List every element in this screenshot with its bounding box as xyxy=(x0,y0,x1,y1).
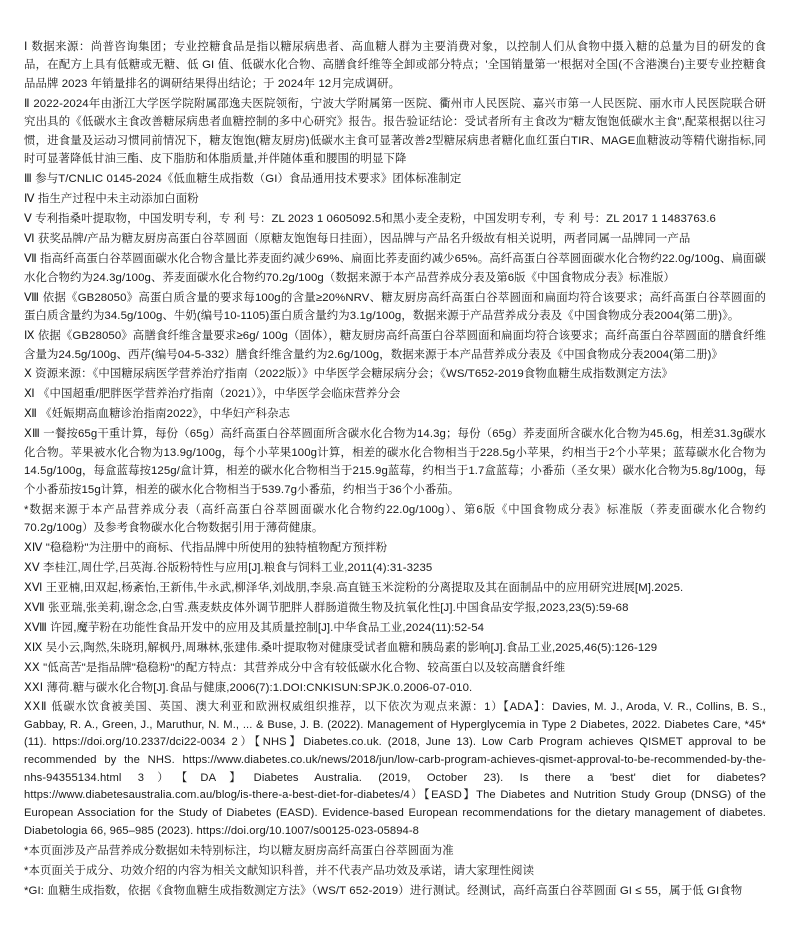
p-note-2: *本页面关于成分、功效介绍的内容为相关文献知识科普，并不代表产品功效及承诺，请大家理性阅读 xyxy=(24,864,535,877)
p-source-1: Ⅰ 数据来源：尚普咨询集团；专业控糖食品是指以糖尿病患者、高血糖人群为主要消费对象，以控制人们从食物中摄入糖的总量为目的研发的食品，在配方上具有低糖或无糖、低 GI 值、低碳水化合物、高膳食纤维等全卸或部分特点；'全国销量第一'根据对全国(不含港澳台)主要专业控糖食品品牌 2023 年销量排名的调研结果得出结论；于 2024年 12月完成调研。 xyxy=(24,41,766,90)
p-source-6: Ⅵ 获奖品牌/产品为糖友厨房高蛋白谷萃圆面（原糖友饱饱每日挂面），因品牌与产品名升级故有相关说明，两者同属一品牌同一产品 xyxy=(24,233,691,246)
footnote-list xyxy=(24,38,766,900)
p-source-7: Ⅶ 指高纤高蛋白谷萃圆面碳水化合物含量比荞麦面约减少69%、扁面比荞麦面约减少65%。高纤高蛋白谷萃圆面碳水化合物约22.0g/100g、扁面碳水化合物约为24.3g/100g、荞麦面碳水化合物约70.2g/100g（数据来源于本产品营养成分表及第6版《中国食物成分表》标准版） xyxy=(24,253,766,284)
p-note-3: *GI: 血糖生成指数，依据《食物血糖生成指数测定方法》（WS/T 652-2019）进行测试。经测试，高纤高蛋白谷萃圆面 GI ≤ 55，属于低 GI食物 xyxy=(24,884,743,897)
p-source-9: Ⅸ 依据《GB28050》高膳食纤维含量要求≥6g/ 100g（固体），糖友厨房高纤高蛋白谷萃圆面和扁面均符合该要求；高纤高蛋白谷萃圆面的膳食纤维含量为24.5g/100g、西芹(编号04-5-332）膳食纤维含量约为2.6g/100g，数据来源于本产品营养成分表及《中国食物成分表2004(第二册)》 xyxy=(24,330,766,361)
p-source-10: Ⅹ 资源来源：《中国糖尿病医学营养治疗指南（2022版）》中华医学会糖尿病分会；《WS/T652-2019食物血糖生成指数测定方法》 xyxy=(24,368,674,381)
p-source-22: ⅩⅩⅠ 薄荷.糖与碳水化合物[J].食品与健康,2006(7):1.DOI:CNKISUN:SPJK.0.2006-07-010. xyxy=(24,681,473,694)
p-source-17: ⅩⅥ 王亚楠,田双起,杨紊怡,王新伟,牛永武,柳泽华,刘战朋,李泉.高直链玉米淀粉的分离提取及其在面制品中的应用研究进展[M].2025. xyxy=(24,582,684,595)
p-source-11: Ⅺ 《中国超重/肥胖医学营养治疗指南（2021）》，中华医学会临床营养分会 xyxy=(24,388,401,401)
p-source-4: Ⅳ 指生产过程中未主动添加白面粉 xyxy=(24,193,199,206)
p-source-14: *数据来源于本产品营养成分表（高纤高蛋白谷萃圆面碳水化合物约22.0g/100g）、第6版《中国食物成分表》标准版（荞麦面碳水化合物约70.2g/100g）及参考食物碳水化合物数据引用于薄荷健康。 xyxy=(24,503,766,535)
p-source-3: Ⅲ 参与T/CNLIC 0145-2024《低血糖生成指数（GI）食品通用技术要求》团体标准制定 xyxy=(24,173,462,186)
p-source-8: Ⅷ 依据《GB28050》高蛋白质含量的要求每100g的含量≥20%NRV、糖友厨房高纤高蛋白谷萃圆面和扁面均符合该要求；高纤高蛋白谷萃圆面的蛋白质含量约为34.5g/100g、牛奶(编号10-1105)蛋白质含量约为3.1g/100g，数据来源于产品营养成分表及《中国食物成分表2004(第二册)》。 xyxy=(24,291,766,323)
p-source-12: Ⅻ 《妊娠期高血糖诊治指南2022》，中华妇产科杂志 xyxy=(24,408,291,421)
p-source-23: ⅩⅩⅡ 低碳水饮食被美国、英国、澳大利亚和欧洲权威组织推荐，以下依次为观点来源：1）【ADA】：Davies, M. J., Aroda, V. R., Collins, B. S., Gabbay, R. A., Green, J., Maruthur, N. M., ... & Buse, J. B. (2022). Management of Hyperglycemia in Type 2 Diabetes, 2022. Diabetes Care, *45*(11). https://doi.org/10.2337/dci22-0034 2）【NHS】Diabetes.co.uk. (2018, June 13). Low Carb Program achieves QISMET approval to be recommended by the NHS. https://www.diabetes.co.uk/news/2018/jun/low-carb-program-achieves-qismet-approval-to-be-recommended-by-the-nhs-94355134.html 3）【DA】Diabetes Australia. (2019, October 23). Is there a 'best' diet for diabetes? https://www.diabetesaustralia.com.au/blog/is-there-a-best-diet-for-diabetes/4）【EASD】The Diabetes and Nutrition Study Group (DNSG) of the European Association for the Study of Diabetes (EASD). Evidence-based European recommendations for the dietary management of diabetes. Diabetologia 66, 965–985 (2023). https://doi.org/10.1007/s00125-023-05894-8 xyxy=(24,700,766,837)
p-source-19: ⅩⅧ 许园,魔芋粉在功能性食品开发中的应用及其质量控制[J].中华食品工业,2024(11):52-54 xyxy=(24,622,485,635)
p-source-2: Ⅱ 2022-2024年由浙江大学医学院附属邵逸夫医院领衔，宁波大学附属第一医院、衢州市人民医院、嘉兴市第一人民医院、丽水市人民医院联合研究出具的《低碳水主食改善糖尿病患者血糖控制的多中心研究》报告。报告验证结论：受试者所有主食改为"糖友饱饱低碳水主食",配菜根据以往习惯，进食量及运动习惯同前情况下，糖友饱饱(糖友厨房)低碳水主食可显著改善2型糖尿病患者糖化血红蛋白TIR、MAGE血糖波动等精代谢指标,同时可显著降低甘油三酯、皮下脂肪和体脂质量,并伴随体重和腰围的明显下降 xyxy=(24,97,766,166)
p-source-5: Ⅴ 专利指桑叶提取物，中国发明专利，专 利 号：ZL 2023 1 0605092.5和黑小麦全麦粉，中国发明专利，专 利 号：ZL 2017 1 1483763.6 xyxy=(24,213,716,226)
p-source-13: ⅩⅢ 一餐按65g干重计算，每份（65g）高纤高蛋白谷萃圆面所含碳水化合物为14.3g；每份（65g）荞麦面所含碳水化合物为45.6g，相差31.3g碳水化合物。苹果被水化合物为13.9g/100g，每个小苹果100g计算，相差的碳水化合物相当于228.5g小苹果，约相当于2个小苹果；蓝莓碳水化合物为14.5g/100g，每盒蓝莓按125g/盒计算，相差的碳水化合物相当于215.9g蓝莓，约相当于1.7盒蓝莓；小番茄（圣女果）碳水化合物为5.8g/100g，每个小番茄按15g计算，相差的碳水化合物相当于539.7g小番茄，约相当于36个小番茄。 xyxy=(24,428,766,496)
p-source-16: ⅩⅤ 李桂江,周仕学,吕英海.谷版粉特性与应用[J].粮食与饲料工业,2011(4):31-3235 xyxy=(24,562,433,575)
p-source-21: ⅩⅩ "低高苦"是指品牌"稳稳粉"的配方特点：其营养成分中含有较低碳水化合物、较高蛋白以及较高膳食纤维 xyxy=(24,662,566,674)
p-source-18: ⅩⅦ 张亚瑞,张美莉,谢念念,白雪.燕麦麸皮体外调节肥胖人群肠道微生物及抗氧化性[J].中国食品安学报,2023,23(5):59-68 xyxy=(24,602,629,615)
p-note-1: *本页面涉及产品营养成分数据如未特别标注，均以糖友厨房高纤高蛋白谷萃圆面为准 xyxy=(24,844,454,857)
p-source-20: ⅩⅨ 吴小云,陶然,朱晓玥,解枫丹,周琳林,张建伟.桑叶提取物对健康受试者血糖和胰岛素的影响[J].食品工业,2025,46(5):126-129 xyxy=(24,642,658,655)
p-source-15: ⅩⅣ "稳稳粉"为注册中的商标、代指品牌中所使用的独特植物配方预拌粉 xyxy=(24,542,388,555)
